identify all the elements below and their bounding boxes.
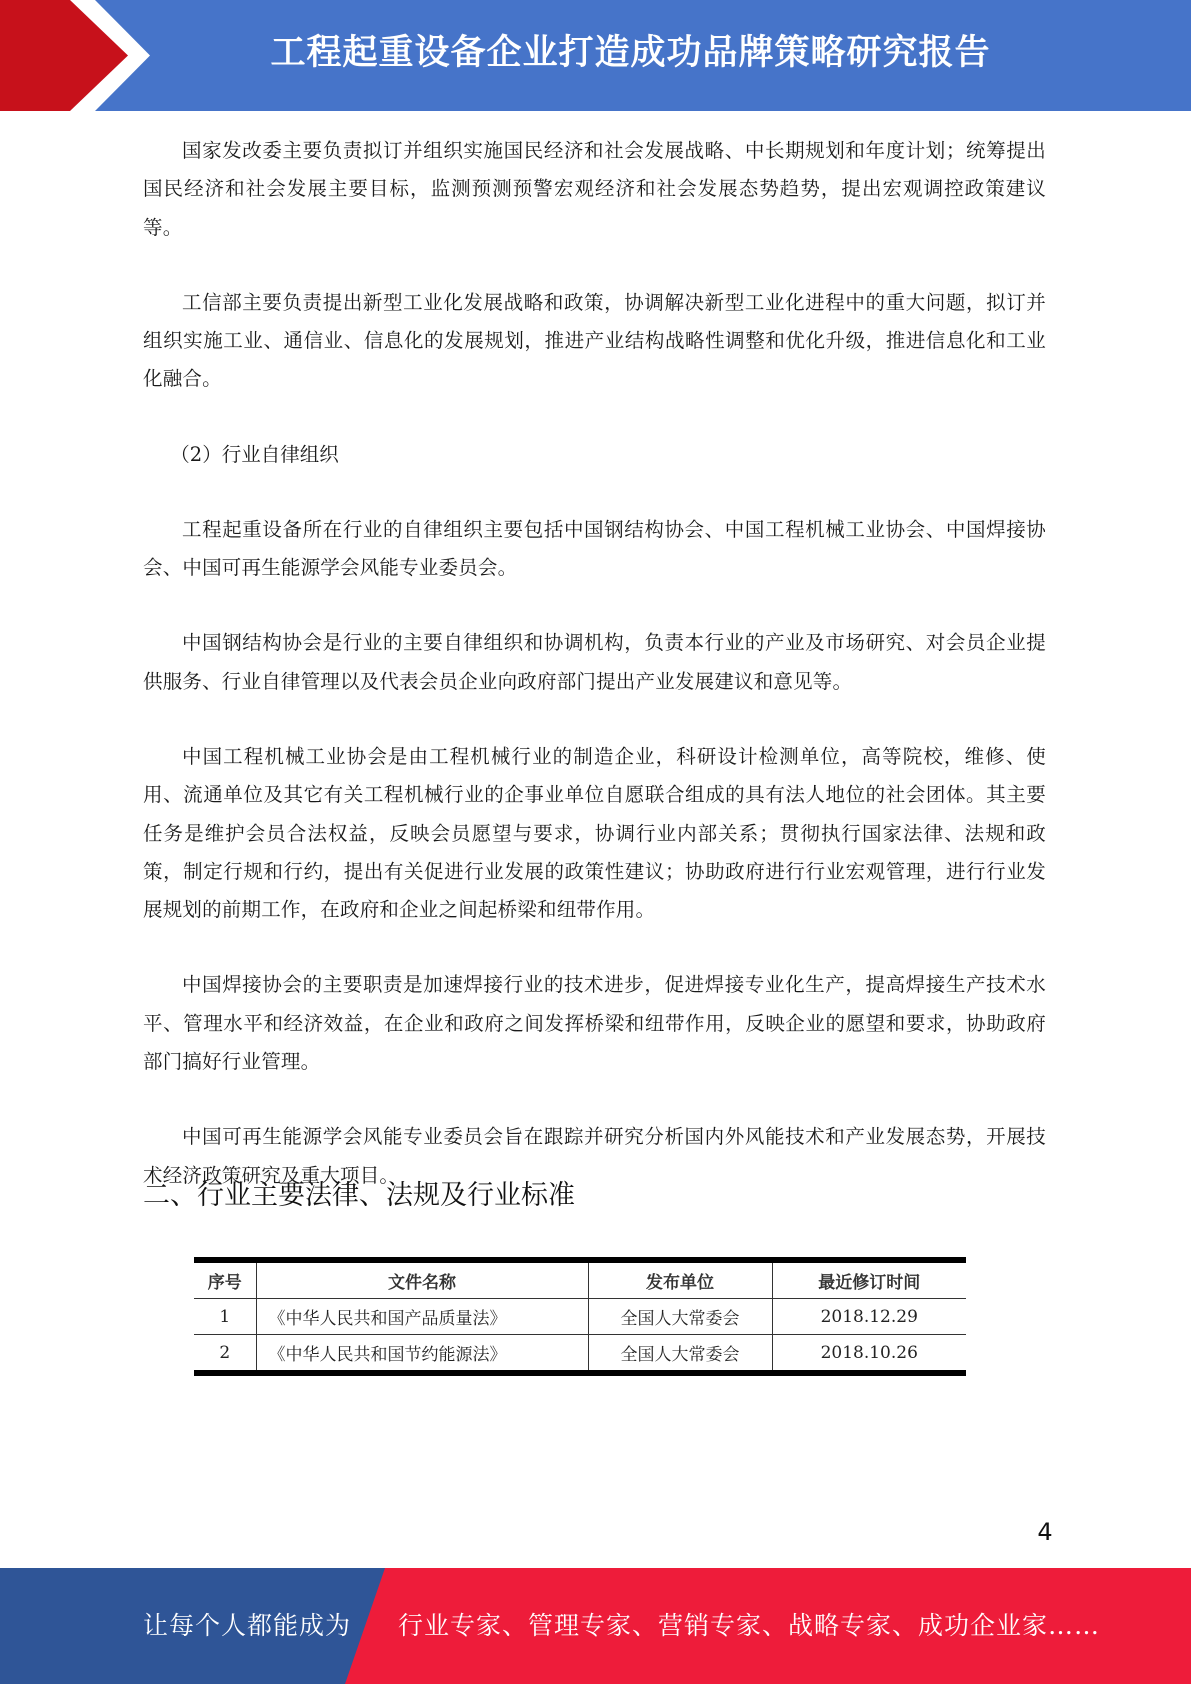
column-header-revision-date: 最近修订时间 (772, 1260, 966, 1299)
table-cell-document: 《中华人民共和国节约能源法》 (256, 1335, 588, 1374)
paragraph: 中国可再生能源学会风能专业委员会旨在跟踪并研究分析国内外风能技术和产业发展态势，开展技术经济政策研究及重大项目。 (143, 1125, 1046, 1187)
subsection-heading: （2）行业自律组织 (170, 442, 339, 466)
column-header-index: 序号 (194, 1260, 256, 1299)
table-cell-revision-date: 2018.10.26 (772, 1335, 966, 1374)
report-title: 工程起重设备企业打造成功品牌策略研究报告 (270, 33, 991, 73)
page-number: 4 (1037, 1518, 1053, 1546)
paragraph: 中国工程机械工业协会是由工程机械行业的制造企业，科研设计检测单位，高等院校，维修、使用、流通单位及其它有关工程机械行业的企事业单位自愿联合组成的具有法人地位的社会团体。其主要任务是维护会员合法权益，反映会员愿望与要求，协调行业内部关系；贯彻执行国家法律、法规和政策，制定行规和行约，提出有关促进行业发展的政策性建议；协助政府进行行业宏观管理，进行行业发展规划的前期工作，在政府和企业之间起桥梁和纽带作用。 (143, 744, 1046, 922)
chevron-arrow-icon (0, 0, 160, 111)
table-header-row (194, 1260, 966, 1299)
paragraph: 工程起重设备所在行业的自律组织主要包括中国钢结构协会、中国工程机械工业协会、中国焊接协会、中国可再生能源学会风能专业委员会。 (143, 517, 1046, 580)
laws-table (194, 1257, 966, 1376)
table-cell-document: 《中华人民共和国产品质量法》 (256, 1299, 588, 1335)
footer-roles: 行业专家、管理专家、营销专家、战略专家、成功企业家…… (398, 1611, 1101, 1640)
column-header-document: 文件名称 (256, 1260, 588, 1299)
paragraph: 中国钢结构协会是行业的主要自律组织和协调机构，负责本行业的产业及市场研究、对会员企业提供服务、行业自律管理以及代表会员企业向政府部门提出产业发展建议和意见等。 (143, 631, 1046, 693)
section-heading: 二、行业主要法律、法规及行业标准 (143, 1180, 575, 1211)
paragraph: 工信部主要负责提出新型工业化发展战略和政策，协调解决新型工业化进程中的重大问题，拟订并组织实施工业、通信业、信息化的发展规划，推进产业结构战略性调整和优化升级，推进信息化和工业化融合。 (143, 290, 1046, 391)
table-cell-revision-date: 2018.12.29 (772, 1299, 966, 1335)
table-cell-issuer: 全国人大常委会 (588, 1299, 772, 1335)
column-header-issuer: 发布单位 (588, 1260, 772, 1299)
paragraph: 国家发改委主要负责拟订并组织实施国民经济和社会发展战略、中长期规划和年度计划；统筹提出国民经济和社会发展主要目标，监测预测预警宏观经济和社会发展态势趋势，提出宏观调控政策建议等。 (143, 139, 1046, 239)
footer-slogan: 让每个人都能成为 (143, 1611, 352, 1640)
paragraph: 中国焊接协会的主要职责是加速焊接行业的技术进步，促进焊接专业化生产，提高焊接生产技术水平、管理水平和经济效益，在企业和政府之间发挥桥梁和纽带作用，反映企业的愿望和要求，协助政府部门搞好行业管理。 (143, 973, 1046, 1074)
table-row (194, 1299, 966, 1335)
table-cell-index: 1 (194, 1299, 256, 1335)
header-banner (0, 0, 1191, 111)
table-cell-issuer: 全国人大常委会 (588, 1335, 772, 1374)
table-cell-index: 2 (194, 1335, 256, 1374)
table-row (194, 1335, 966, 1374)
main-content (143, 132, 1046, 1195)
footer-banner (0, 1568, 1191, 1684)
